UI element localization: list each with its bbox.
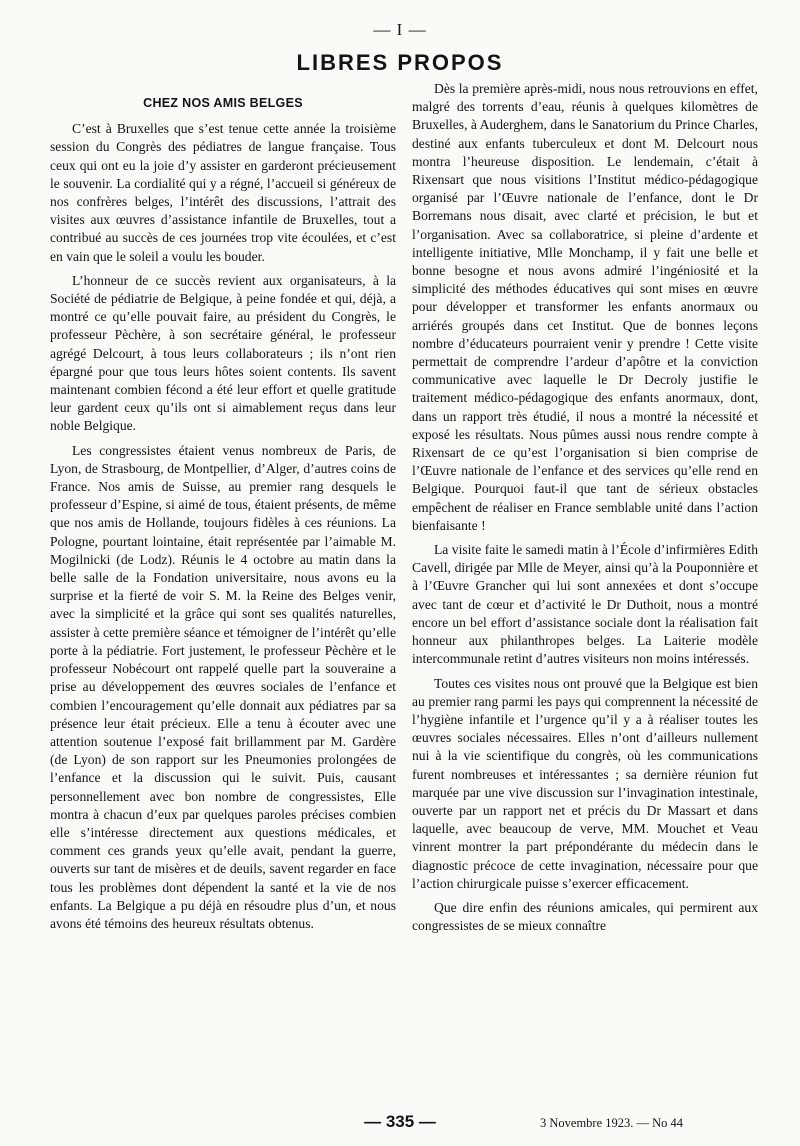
paragraph: L’honneur de ce succès revient aux organisateurs, à la Société de pédiatrie de Belgique, à peine fondée et qui, déjà, a montré ce qu’elle pouvait faire, au président du Congrès, le professeur Pèchère, à son secrétaire général, le professeur agrégé Delcourt, à tous leurs collaborateurs ; ils n’ont rien épargné pour que tous leurs hôtes soient contents. Ils savent maintenant combien fécond a été leur effort et quelle gratitude leur gardent ceux qu’ils ont si aimablement reçus dans leur noble Belgique. [50,272,396,434]
paragraph: Les congressistes étaient venus nombreux de Paris, de Lyon, de Strasbourg, de Montpellier, d’Alger, d’autres coins de France. Nos amis de Suisse, au premier rang desquels le professeur d’Espine, si aimé de tous, étaient présents, de même que nos amis de Hollande, toujours fidèles à ces réunions. La Pologne, pourtant lointaine, était représentée par l’aimable M. Mogilnicki (de Lodz). Réunis le 4 octobre au matin dans la belle salle de la Fondation universitaire, nous avons eu la surprise et la fierté de voir S. M. la Reine des Belges venir, avec la simplicité et la grâce qui sont ses qualités naturelles, assister à cette première séance et témoigner de l’intérêt qu’elle porte à la pédiatrie. Fort justement, le professeur Pèchère et le professeur Nobécourt ont rappelé quelle part la souveraine a prise au développement des œuvres sociales de l’enfance et combien l’encouragement qu’elle donnait aux pédiatres par sa présence leur était précieux. Elle a tenu à écouter avec une attention soutenue l’exposé fait brillamment par M. Gardère (de Lyon) de son rapport sur les Pneumonies prolongées de l’enfance et la discussion qui le suivit. Puis, causant personnellement avec bon nombre de congressistes, Elle montra à chacun d’eux par quelques paroles précises combien elle s’intéresse directement aux questions médicales, et comment ces grands yeux qu’elle avait, pendant la guerre, ouverts sur tant de misères et de deuils, savent regarder en face tous les problèmes dont dépendent la santé et la vie de nos enfants. La Belgique a pu déjà en résoudre plus d’un, et nous avons été témoins des heureux résultats obtenus. [50,442,396,931]
paragraph: La visite faite le samedi matin à l’École d’infirmières Edith Cavell, dirigée par Mlle de Meyer, ainsi qu’à la Pouponnière et à l’Œuvre Grancher qui lui sont annexées et dont s’occupe avec tant de cœur et d’activité le Dr Duthoit, nous a montré encore un bel effort d’assistance sociale dont la réalisation fait honneur aux philanthropes belges. La Laiterie modèle intercommunale retint d’autres visiteurs non moins intéressés. [412,542,758,667]
section-title: CHEZ NOS AMIS BELGES [143,96,303,110]
paragraph: Dès la première après-midi, nous nous retrouvions en effet, malgré des torrents d’eau, réunis à quelques kilomètres de Bruxelles, à Auderghem, dans le Sanatorium du Prince Charles, destiné aux enfants tuberculeux et dont M. Delcourt nous montra l’heureuse disposition. Le lendemain, c’était à Rixensart que nous visitions l’Institut médico-pédagogique organisé par l’Œuvre nationale de l’enfance, dont le Dr Borremans nous disait, avec clarté et précision, le but et l’organisation. Avec sa collaboratrice, si pleine d’ardente et intelligente initiative, Mlle Monchamp, il y fait une belle et bonne besogne et nous avons admiré l’ingéniosité et la simplicité des méthodes éducatives qui sont mises en œuvre pour développer et transformer les enfants anormaux ou arriérés groupés dans cet Institut. Que de bonnes leçons nombre d’éducateurs pourraient venir y prendre ! Cette visite permettait de comprendre l’ardeur d’apôtre et la conviction communicative avec laquelle le Dr Decroly justifie le traitement médico-pédagogique des enfants anormaux, dont, dans un rapport très étudié, il nous a montré la nécessité et exposé les résultats. Nous pûmes aussi nous rendre compte à Rixensart de ce qu’est l’organisation si bien comprise de l’Œuvre nationale de l’enfance et des services qu’elle rend en Belgique. Pourquoi faut-il que tant de sérieux obstacles empêchent de réaliser en France semblable unité dans l’action bienfaisante ! [412,81,758,533]
left-column [50,94,396,939]
issue-date: 3 Novembre 1923. — No 44 [540,1116,684,1130]
right-column [412,80,758,941]
paragraph: Toutes ces visites nous ont prouvé que la Belgique est bien au premier rang parmi les pays qui comprennent la nécessité de l’hygiène infantile et l’urgence qu’il y a à réaliser toutes les œuvres sociales nécessaires. Elles n’ont d’ailleurs nullement nui à la vie scientifique du congrès, où les communications furent nombreuses et intéressantes ; sa dernière réunion fut marquée par une vive discussion sur l’invagination intestinale, ouverte par un rapport net et précis du Dr Massart et dans laquelle, avec beaucoup de verve, MM. Mouchet et Veau vinrent montrer la part prépondérante du médecin dans le diagnostic précoce de cette invagination, nécessaire pour que l’action chirurgicale puisse s’exercer efficacement. [412,675,758,891]
page-number: — 335 — [364,1112,436,1131]
page-roman-numeral: — I — [373,20,427,39]
paragraph: Que dire enfin des réunions amicales, qui permirent aux congressistes de se mieux connaître [412,899,758,934]
page-title: LIBRES PROPOS [296,50,504,75]
paragraph: C’est à Bruxelles que s’est tenue cette année la troisième session du Congrès des pédiatres de langue française. Tous ceux qui ont eu la joie d’y assister en garderont précieusement le souvenir. La cordialité qui y a régné, l’accueil si généreux de nos confrères belges, l’intérêt des discussions, l’attrait des visites aux œuvres d’assistance infantile de Bruxelles, tout a contribué au succès de ces journées trop vite écoulées, et c’est en vain que le soleil a voulu les bouder. [50,121,396,264]
